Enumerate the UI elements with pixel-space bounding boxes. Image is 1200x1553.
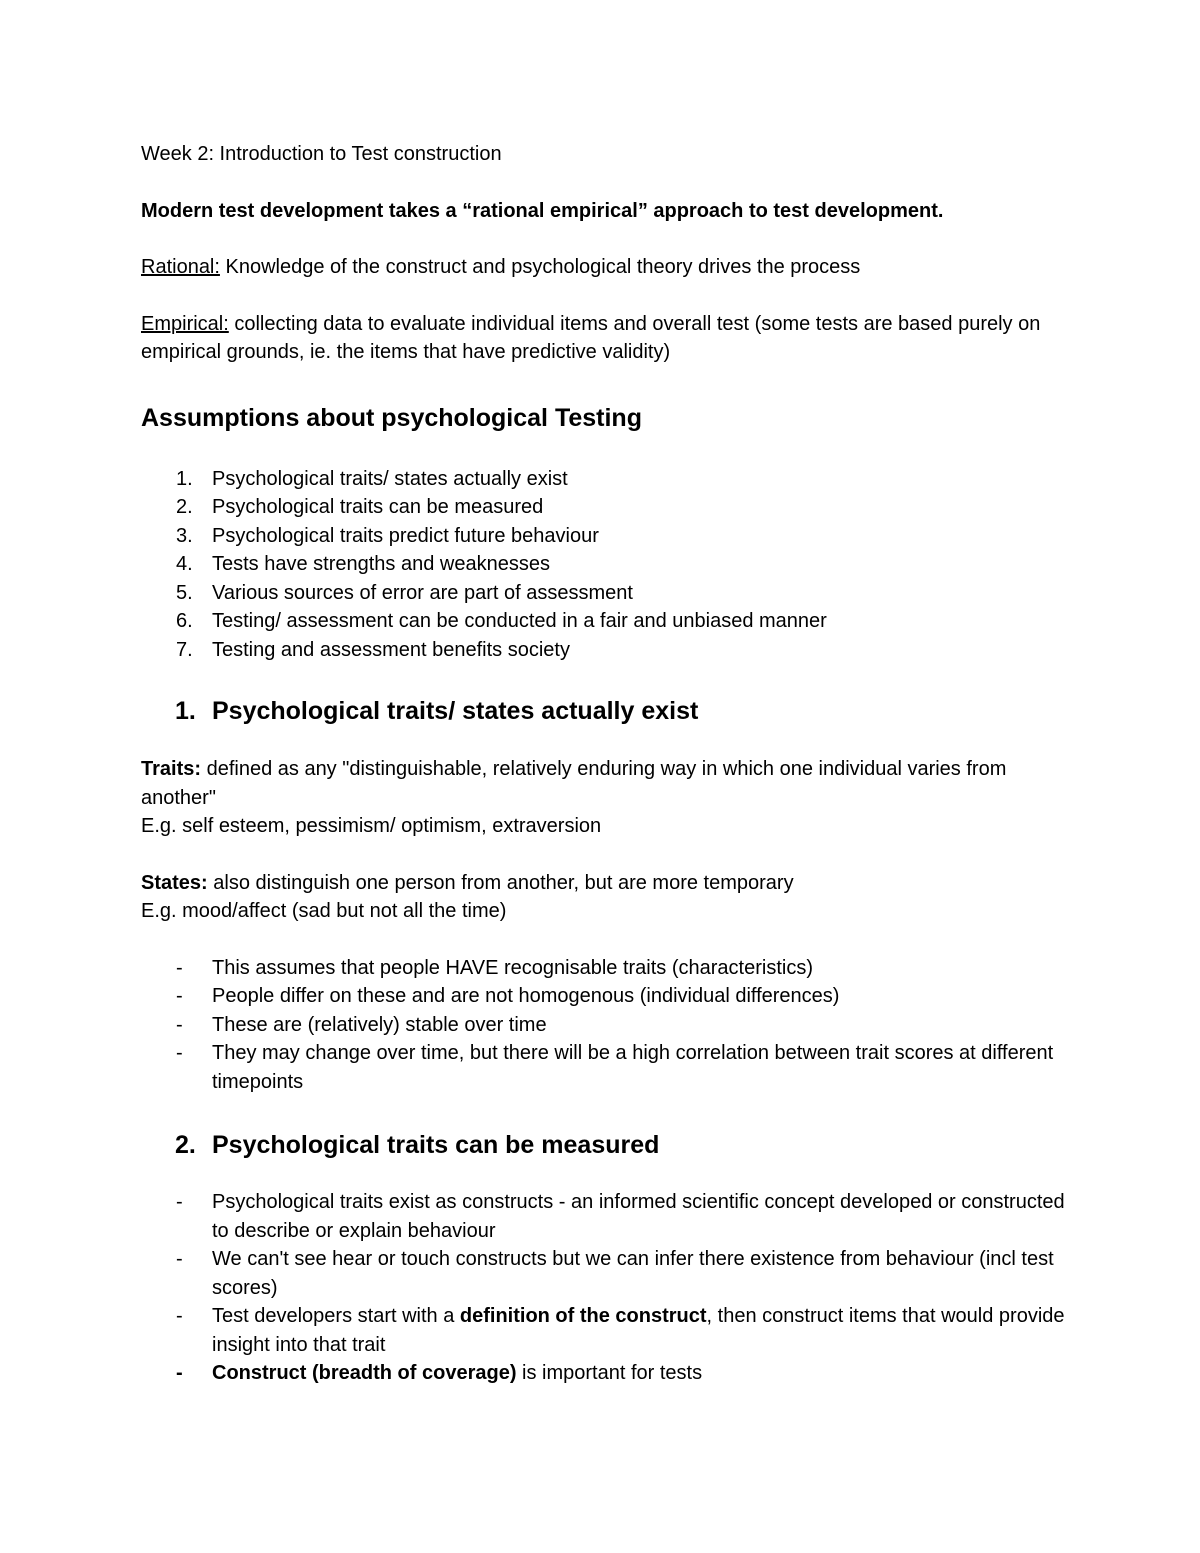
list-item-text: Psychological traits predict future behaviour [212, 524, 599, 547]
list-item-text-pre: Test developers start with a [212, 1305, 460, 1327]
dash-bullet: - [176, 1013, 183, 1036]
section-title: Psychological traits can be measured [212, 1131, 660, 1159]
list-item-text-bold: Construct (breadth of coverage) [212, 1362, 517, 1384]
list-number: 5. [176, 581, 193, 604]
dash-bullet: - [176, 1042, 183, 1064]
traits-text: defined as any "distinguishable, relatively enduring way in which one individual varies from another" [141, 758, 1007, 809]
section-number: 2. [175, 1131, 196, 1159]
section-number: 1. [175, 697, 196, 725]
list-item [141, 1359, 1076, 1388]
list-number: 2. [176, 496, 193, 518]
rational-term: Rational: [141, 256, 220, 278]
list-item-text: Psychological traits exist as constructs - an informed scientific concept developed or constructed to describe or explain behaviour [212, 1191, 1065, 1242]
states-term: States: [141, 871, 208, 894]
dash-bullet: - [176, 1191, 183, 1213]
list-item-text: Testing and assessment benefits society [212, 638, 570, 661]
list-item [141, 579, 1076, 608]
list-item [141, 954, 1076, 983]
list-number: 4. [176, 553, 193, 575]
empirical-term: Empirical: [141, 312, 229, 335]
list-number: 7. [176, 638, 193, 661]
document-title: Week 2: Introduction to Test construction [141, 143, 502, 165]
list-item-text: Psychological traits can be measured [212, 496, 544, 518]
traits-term: Traits: [141, 758, 202, 780]
section-2-bullets [141, 1188, 1076, 1388]
list-item [141, 1039, 1076, 1096]
states-example: E.g. mood/affect (sad but not all the time) [141, 900, 507, 922]
list-item-text: Various sources of error are part of assessment [212, 581, 633, 604]
list-item-text-post: is important for tests [516, 1362, 703, 1384]
dash-bullet: - [176, 985, 183, 1007]
list-item [141, 607, 1076, 636]
list-item [141, 1011, 1076, 1040]
states-definition [141, 869, 1076, 898]
dash-bullet: - [176, 1362, 183, 1384]
list-number: 3. [176, 524, 193, 547]
assumptions-heading: Assumptions about psychological Testing [141, 403, 642, 432]
section-1-bullets [141, 954, 1076, 1097]
empirical-text: collecting data to evaluate individual items and overall test (some tests are based purely on empirical grounds, ie. the items that have predictive validity) [141, 312, 1041, 363]
section-2-heading [141, 1128, 1076, 1162]
list-item-text: People differ on these and are not homogenous (individual differences) [212, 985, 840, 1007]
list-item [141, 1245, 1076, 1302]
states-text: also distinguish one person from another, but are more temporary [207, 871, 794, 894]
list-number: 1. [176, 467, 193, 490]
list-item-text: Tests have strengths and weaknesses [212, 553, 550, 575]
dash-bullet: - [176, 956, 183, 979]
dash-bullet: - [176, 1248, 183, 1270]
list-item-text: These are (relatively) stable over time [212, 1013, 547, 1036]
list-item [141, 1188, 1076, 1245]
section-title: Psychological traits/ states actually exist [212, 697, 699, 725]
rational-definition [141, 253, 1076, 282]
traits-example: E.g. self esteem, pessimism/ optimism, extraversion [141, 815, 602, 837]
list-item-text: We can't see hear or touch constructs but we can infer there existence from behaviour (incl test scores) [212, 1248, 1054, 1299]
list-item [141, 1302, 1076, 1359]
list-item-text: They may change over time, but there will be a high correlation between trait scores at different timepoints [212, 1042, 1054, 1093]
list-item-text: Psychological traits/ states actually exist [212, 467, 568, 490]
section-1-heading [141, 694, 1076, 728]
list-item [141, 636, 1076, 665]
list-item [141, 465, 1076, 494]
list-item [141, 522, 1076, 551]
list-item-text-post: , then construct items that would provide insight into that trait [212, 1305, 1065, 1356]
traits-definition [141, 755, 1076, 812]
assumptions-list [141, 465, 1076, 665]
list-item [141, 982, 1076, 1011]
list-item-text-bold: definition of the construct [459, 1305, 707, 1327]
list-item [141, 550, 1076, 579]
list-item-text: Testing/ assessment can be conducted in a fair and unbiased manner [212, 610, 827, 632]
list-item [141, 493, 1076, 522]
list-number: 6. [176, 610, 193, 632]
document-page [141, 140, 1076, 1388]
lead-statement: Modern test development takes a “rational empirical” approach to test development. [141, 199, 944, 222]
dash-bullet: - [176, 1305, 183, 1327]
rational-text: Knowledge of the construct and psychological theory drives the process [219, 256, 861, 278]
empirical-definition [141, 310, 1076, 367]
list-item-text: This assumes that people HAVE recognisable traits (characteristics) [212, 956, 813, 979]
